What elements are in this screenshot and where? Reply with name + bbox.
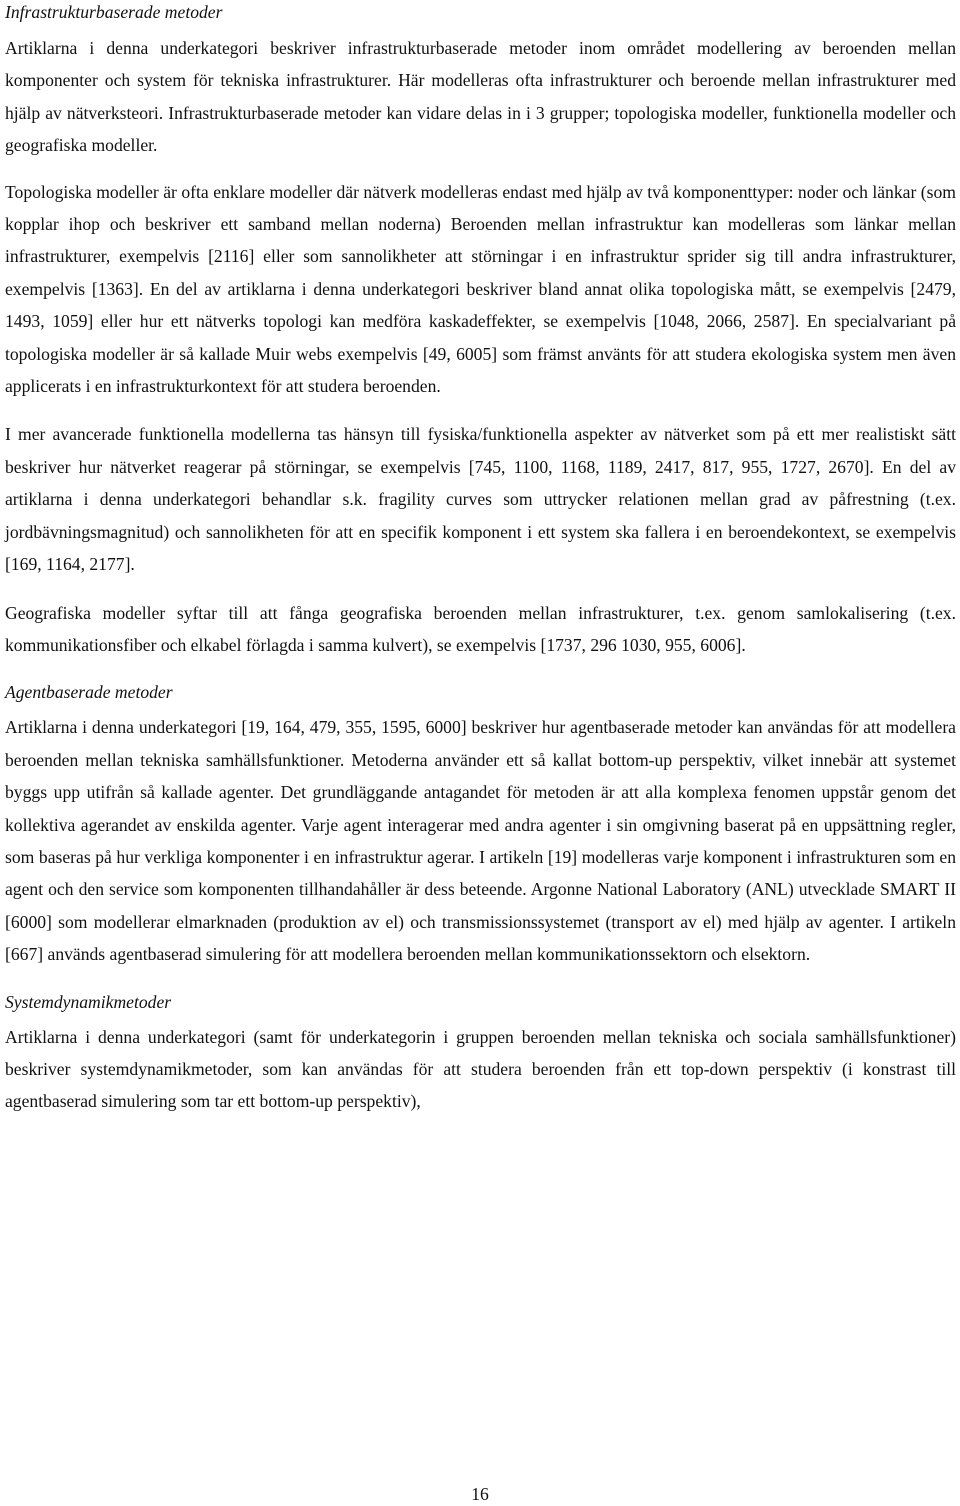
section-heading-infrastructure: Infrastrukturbaserade metoder — [5, 2, 223, 22]
page-number: 16 — [471, 1484, 489, 1504]
paragraph: Artiklarna i denna underkategori [19, 164, 479, 355, 1595, 6000] beskriver hur agentbaserade metoder kan användas för att modellera beroenden mellan tekniska samhällsfunktioner. Metoderna använder ett så kallat bottom-up perspektiv, vilket innebär att systemet byggs upp utifrån så kallade agenter. Det grundläggande antagandet för metoden är att alla komplexa fenomen uppstår genom det kollektiva agerandet av enskilda agenter. Varje agent interagerar med andra agenter i sin omgivning baserat på en uppsättning regler, som baseras på hur verkliga komponenter i en infrastruktur agerar. I artikeln [19] modelleras varje komponent i infrastrukturen som en agent och den service som komponenten tillhandahåller är dess beteende. Argonne National Laboratory (ANL) utvecklade SMART II [6000] som modellerar elmarknaden (produktion av el) och transmissionssystemet (transport av el) med hjälp av agenter. I artikeln [667] används agentbaserad simulering för att modellera beroenden mellan kommunikationssektorn och elsektorn. — [5, 717, 956, 965]
paragraph: Geografiska modeller syftar till att fånga geografiska beroenden mellan infrastrukturer, t.ex. genom samlokalisering (t.ex. kommunikationsfiber och elkabel förlagda i samma kulvert), se exempelvis [1737, 296 1030, 955, 6006]. — [5, 602, 956, 655]
paragraph: Artiklarna i denna underkategori beskriver infrastrukturbaserade metoder inom området modellering av beroenden mellan komponenter och system för tekniska infrastrukturer. Här modelleras ofta infrastrukturer och beroende mellan infrastrukturer med hjälp av nätverksteori. Infrastrukturbaserade metoder kan vidare delas in i 3 grupper; topologiska modeller, funktionella modeller och geografiska modeller. — [5, 38, 956, 156]
paragraph: Artiklarna i denna underkategori (samt för underkategorin i gruppen beroenden mellan tekniska och sociala samhällsfunktioner) beskriver systemdynamikmetoder, som kan användas för att studera beroenden från ett top-down perspektiv (i konstrast till agentbaserad simulering som tar ett bottom-up perspektiv), — [5, 1026, 956, 1112]
section-heading-system-dynamics: Systemdynamikmetoder — [5, 991, 172, 1012]
section-infrastructure — [5, 32, 956, 1118]
section-heading-agent: Agentbaserade metoder — [5, 682, 173, 703]
paragraph: I mer avancerade funktionella modellerna tas hänsyn till fysiska/funktionella aspekter av nätverket som på ett mer realistiskt sätt beskriver hur nätverket reagerar på störningar, se exempelvis [745, 1100, 1168, 1189, 2417, 817, 955, 1727, 2670]. En del av artiklarna i denna underkategori behandlar s.k. fragility curves som uttrycker relationen mellan grad av påfrestning (t.ex. jordbävningsmagnitud) och sannolikheten för att en specifik komponent i ett system ska fallera i en beroendekontext, se exempelvis [169, 1164, 2177]. — [5, 424, 956, 575]
paragraph: Topologiska modeller är ofta enklare modeller där nätverk modelleras endast med hjälp av två komponenttyper: noder och länkar (som kopplar ihop och beskriver ett samband mellan noderna) Beroenden mellan infrastruktur kan modelleras som länkar mellan infrastrukturer, exempelvis [2116] eller som sannolikheter att störningar i en infrastruktur sprider sig till andra infrastrukturer, exempelvis [1363]. En del av artiklarna i denna underkategori beskriver bland annat olika topologiska mått, se exempelvis [2479, 1493, 1059] eller hur ett nätverks topologi kan medföra kaskadeffekter, se exempelvis [1048, 2066, 2587]. En specialvariant på topologiska modeller är så kallade Muir webs exempelvis [49, 6005] som främst använts för att studera ekologiska system men även applicerats i en infrastrukturkontext för att studera beroenden. — [5, 181, 956, 397]
